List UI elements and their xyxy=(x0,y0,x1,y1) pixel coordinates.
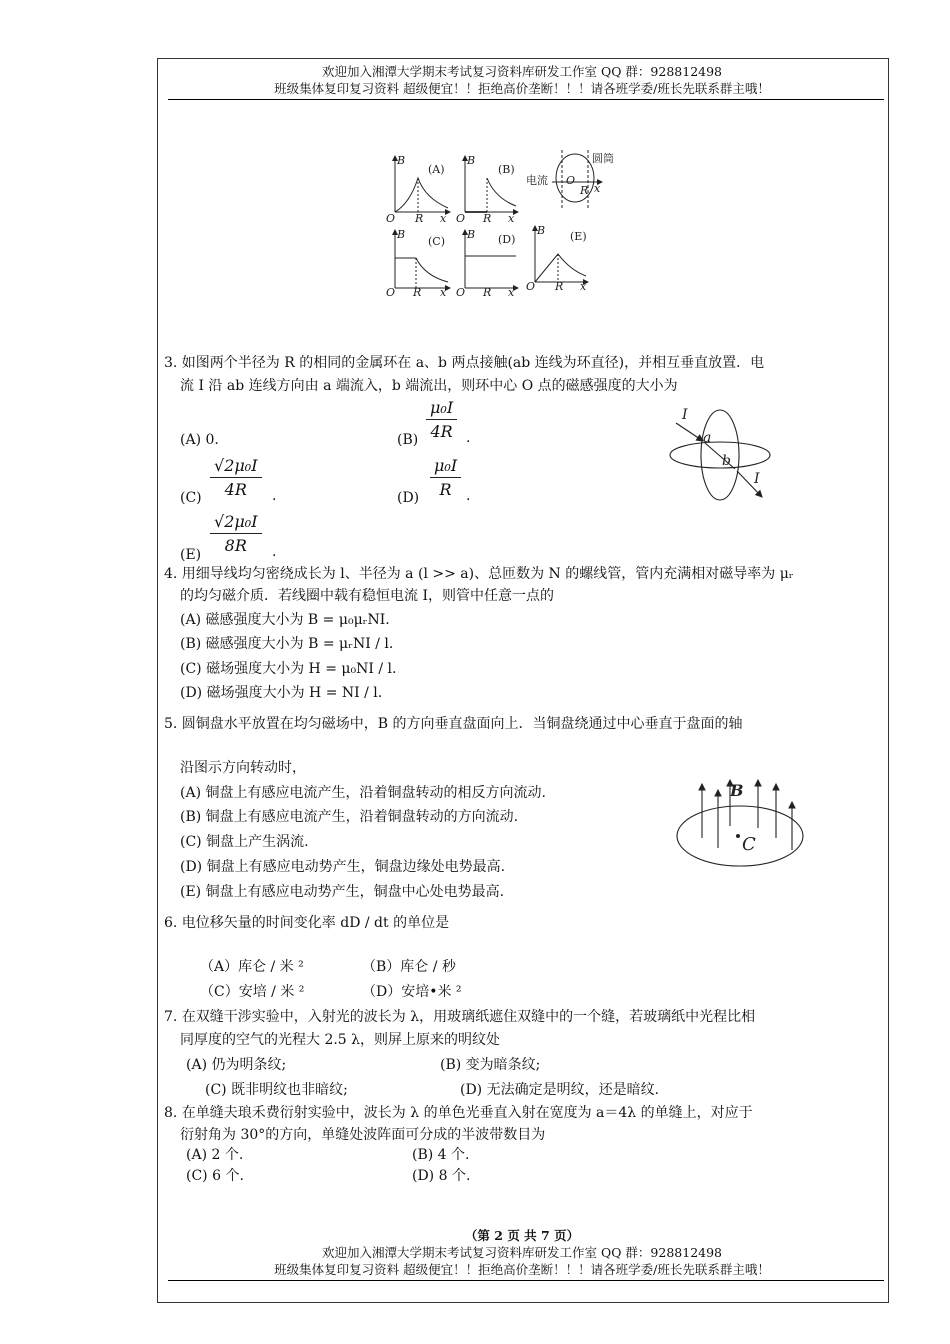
q3-option-d-fraction xyxy=(430,456,461,499)
graph-a-x: x xyxy=(440,212,447,225)
q7-line-1: 7. 在双缝干涉实验中，入射光的波长为 λ，用玻璃纸遮住双缝中的一个缝，若玻璃纸中光程比相 xyxy=(164,1009,756,1025)
graph-e-o: O xyxy=(526,280,536,293)
q3-option-e-label: (E) xyxy=(180,547,202,563)
q3-fig-point-b: b xyxy=(722,453,731,469)
q3-option-b-fraction xyxy=(426,398,457,441)
q3-option-c-fraction xyxy=(210,456,262,499)
q3-option-e-period: . xyxy=(272,544,277,560)
page-number: （第 2 页 共 7 页） xyxy=(464,1228,580,1243)
q5-option-d: (D) 铜盘上有感应电动势产生，铜盘边缘处电势最高. xyxy=(180,859,506,875)
q3-option-b-numerator: μ₀I xyxy=(430,398,454,417)
graph-c-x: x xyxy=(440,286,447,299)
graph-b-label: (B) xyxy=(498,163,515,176)
q6-line-1: 6. 电位移矢量的时间变化率 dD / dt 的单位是 xyxy=(164,915,450,931)
q7-line-2: 同厚度的空气的光程大 2.5 λ，则屏上原来的明纹处 xyxy=(180,1032,501,1048)
q3-option-e-fraction xyxy=(210,512,262,555)
q3-line-1: 3. 如图两个半径为 R 的相同的金属环在 a、b 两点接触(ab 连线为环直径)，并相互垂直放置．电 xyxy=(164,355,765,371)
graph-b-x: x xyxy=(508,212,515,225)
cylinder-o: O xyxy=(566,174,576,187)
q7-option-a: (A) 仍为明条纹; xyxy=(186,1057,287,1073)
graph-e-b-axis: B xyxy=(537,224,546,237)
graph-a-label: (A) xyxy=(428,163,445,176)
q7-option-d: (D) 无法确定是明纹，还是暗纹. xyxy=(460,1082,660,1098)
q4-line-2: 的均匀磁介质．若线圈中载有稳恒电流 I，则管中任意一点的 xyxy=(180,588,554,604)
q7-option-c: (C) 既非明纹也非暗纹; xyxy=(205,1082,348,1098)
q8-option-b: (B) 4 个. xyxy=(412,1147,470,1163)
q3-line-2: 流 I 沿 ab 连线方向由 a 端流入，b 端流出，则环中心 O 点的磁感强度的大小为 xyxy=(180,378,678,394)
q4-option-d: (D) 磁场强度大小为 H = NI / l. xyxy=(180,685,383,701)
footer-rule xyxy=(168,1280,884,1281)
q4-option-a: (A) 磁感强度大小为 B = μ₀μᵣNI. xyxy=(180,612,390,628)
q3-option-c-numerator: √2μ₀I xyxy=(214,456,258,475)
q6-option-a: （A）库仑 / 米 ² xyxy=(200,959,304,975)
graph-e-label: (E) xyxy=(570,230,587,243)
graph-a-b-axis: B xyxy=(397,154,406,167)
q3-option-c-label: (C) xyxy=(180,490,202,506)
cylinder-x: x xyxy=(594,182,601,195)
graph-d-label: (D) xyxy=(498,233,516,246)
q3-fig-current-in: I xyxy=(682,407,688,423)
footer-line-2: 班级集体复印复习资料 超级便宜！！拒绝高价垄断！！！请各班学委/班长先联系群主哦！ xyxy=(274,1262,770,1277)
q8-option-a: (A) 2 个. xyxy=(186,1147,244,1163)
graph-b-b-axis: B xyxy=(467,154,476,167)
footer-line-1: 欢迎加入湘潭大学期末考试复习资料库研发工作室 QQ 群：928812498 xyxy=(321,1245,723,1260)
q3-option-d-label: (D) xyxy=(397,490,420,506)
q8-line-1: 8. 在单缝夫琅禾费衍射实验中，波长为 λ 的单色光垂直入射在宽度为 a＝4λ 的单缝上，对应于 xyxy=(164,1105,753,1121)
q3-option-e-numerator: √2μ₀I xyxy=(214,512,258,531)
graph-c-r: R xyxy=(413,286,422,299)
graph-a-r: R xyxy=(415,212,424,225)
q3-fig-point-a: a xyxy=(703,430,712,446)
q8-line-2: 衍射角为 30°的方向，单缝处波阵面可分成的半波带数目为 xyxy=(180,1127,546,1143)
q3-option-d-denominator: R xyxy=(439,480,452,499)
q4-line-1: 4. 用细导线均匀密绕成长为 l、半径为 a (l >> a)、总匝数为 N 的螺线管，管内充满相对磁导率为 μᵣ xyxy=(164,566,794,582)
cylinder-r: R xyxy=(580,184,589,197)
q5-copper-disk-figure xyxy=(672,776,812,876)
current-label: 电流 xyxy=(526,174,548,187)
q3-option-c-period: . xyxy=(272,488,277,504)
graph-d-x: x xyxy=(508,286,515,299)
graph-c-o: O xyxy=(386,286,396,299)
q7-option-b: (B) 变为暗条纹; xyxy=(440,1057,541,1073)
q3-option-c-denominator: 4R xyxy=(224,480,247,499)
q5-fig-rotation-label: C xyxy=(742,834,756,855)
q8-option-c: (C) 6 个. xyxy=(186,1168,244,1184)
q4-option-c: (C) 磁场强度大小为 H = μ₀NI / l. xyxy=(180,661,397,677)
q3-option-d-numerator: μ₀I xyxy=(434,456,458,475)
q5-option-c: (C) 铜盘上产生涡流. xyxy=(180,834,309,850)
q8-option-d: (D) 8 个. xyxy=(412,1168,471,1184)
q5-option-b: (B) 铜盘上有感应电流产生，沿着铜盘转动的方向流动. xyxy=(180,809,519,825)
cylinder-label: 圆筒 xyxy=(592,152,614,165)
graph-c-label: (C) xyxy=(428,235,445,248)
graph-a-o: O xyxy=(386,212,396,225)
q5-option-a: (A) 铜盘上有感应电流产生，沿着铜盘转动的相反方向流动. xyxy=(180,785,546,801)
q3-rings-figure xyxy=(660,405,780,505)
q3-fig-current-out: I xyxy=(754,471,760,487)
q6-option-c: （C）安培 / 米 ² xyxy=(200,984,305,1000)
header-line-2: 班级集体复印复习资料 超级便宜！！拒绝高价垄断！！！请各班学委/班长先联系群主哦！ xyxy=(274,81,770,96)
q3-option-b-label: (B) xyxy=(397,432,419,448)
b-field-graphs-figure xyxy=(380,148,630,300)
graph-e-r: R xyxy=(555,280,564,293)
q6-option-b: （B）库仑 / 秒 xyxy=(362,959,456,975)
q6-option-d: （D）安培•米 ² xyxy=(362,984,462,1000)
graph-e-x: x xyxy=(580,280,587,293)
graph-d-b-axis: B xyxy=(467,228,476,241)
q5-fig-b-label: B xyxy=(730,781,744,800)
graph-b-r: R xyxy=(483,212,492,225)
q5-option-e: (E) 铜盘上有感应电动势产生，铜盘中心处电势最高. xyxy=(180,884,505,900)
q3-option-b-period: . xyxy=(466,430,471,446)
graph-d-o: O xyxy=(456,286,466,299)
q3-option-a: (A) 0. xyxy=(180,432,219,448)
q3-option-d-period: . xyxy=(466,488,471,504)
graph-d-r: R xyxy=(483,286,492,299)
q3-option-e-denominator: 8R xyxy=(224,536,247,555)
header-line-1: 欢迎加入湘潭大学期末考试复习资料库研发工作室 QQ 群：928812498 xyxy=(321,64,723,79)
q5-line-1: 5. 圆铜盘水平放置在均匀磁场中，B 的方向垂直盘面向上．当铜盘绕通过中心垂直于盘面的轴 xyxy=(164,716,743,732)
q3-option-b-denominator: 4R xyxy=(430,422,453,441)
q5-line-2: 沿图示方向转动时， xyxy=(180,760,306,776)
header-rule xyxy=(168,99,884,100)
graph-c-b-axis: B xyxy=(397,228,406,241)
q4-option-b: (B) 磁感强度大小为 B = μᵣNI / l. xyxy=(180,636,394,652)
graph-b-o: O xyxy=(456,212,466,225)
